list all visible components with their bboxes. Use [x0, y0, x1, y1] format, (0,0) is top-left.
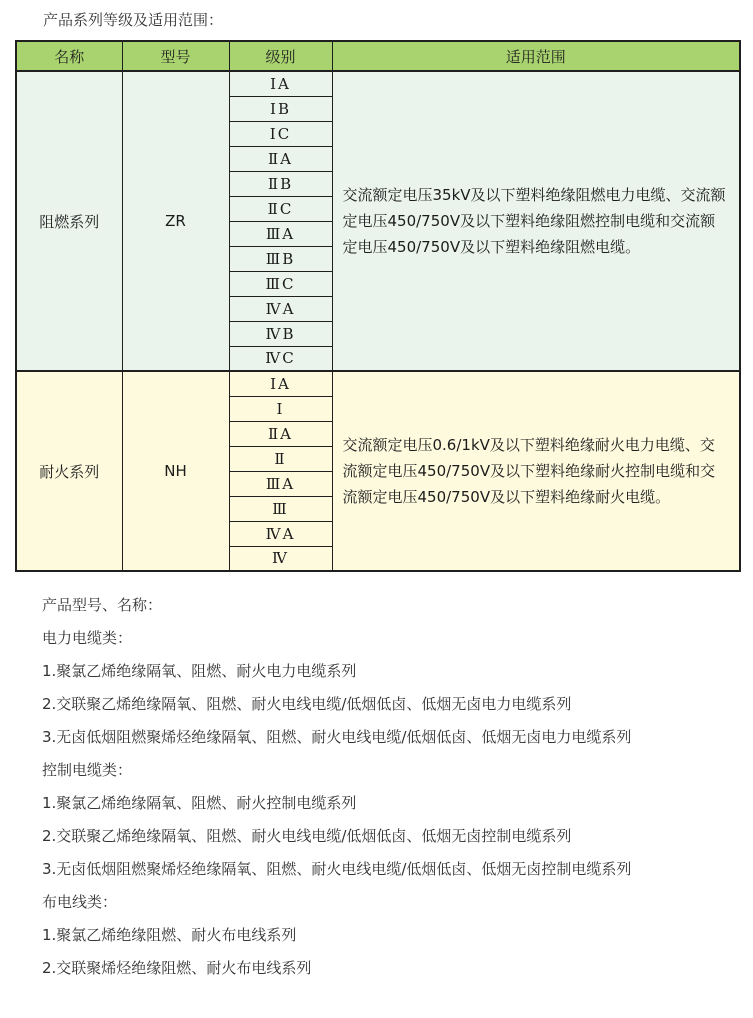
table-row — [16, 71, 740, 96]
grade-cell: ⅠA — [229, 371, 332, 396]
notes-item: 2.交联聚乙烯绝缘隔氧、阻燃、耐火电线电缆/低烟低卤、低烟无卤控制电缆系列 — [42, 827, 572, 845]
notes-item: 3.无卤低烟阻燃聚烯烃绝缘隔氧、阻燃、耐火电线电缆/低烟低卤、低烟无卤控制电缆系列 — [42, 860, 632, 878]
col-header-name: 名称 — [16, 41, 122, 71]
notes-item: 3.无卤低烟阻燃聚烯烃绝缘隔氧、阻燃、耐火电线电缆/低烟低卤、低烟无卤电力电缆系列 — [42, 728, 632, 746]
grade-cell: ⅢB — [229, 246, 332, 271]
grade-cell: ⅡC — [229, 196, 332, 221]
scope-cell: 交流额定电压0.6/1kV及以下塑料绝缘耐火电力电缆、交流额定电压450/750V及以下塑料绝缘耐火控制电缆和交流额定电压450/750V及以下塑料绝缘耐火电缆。 — [332, 371, 740, 571]
notes-group-label: 控制电缆类： — [42, 761, 133, 779]
series-name-cell: 阻燃系列 — [16, 71, 122, 371]
notes-item: 1.聚氯乙烯绝缘隔氧、阻燃、耐火电力电缆系列 — [42, 662, 357, 680]
grade-cell: ⅡA — [229, 421, 332, 446]
grade-cell: ⅣC — [229, 346, 332, 371]
grade-cell: ⅠC — [229, 121, 332, 146]
grade-cell: Ⅲ — [229, 496, 332, 521]
grade-cell: ⅣA — [229, 296, 332, 321]
grade-cell: Ⅰ — [229, 396, 332, 421]
grade-cell: ⅡB — [229, 171, 332, 196]
grade-cell: Ⅱ — [229, 446, 332, 471]
series-model-cell: ZR — [122, 71, 229, 371]
grade-cell: ⅠA — [229, 71, 332, 96]
series-name-cell: 耐火系列 — [16, 371, 122, 571]
notes-group-label: 电力电缆类： — [42, 629, 133, 647]
product-series-table — [15, 40, 741, 572]
grade-cell: ⅡA — [229, 146, 332, 171]
grade-cell: ⅠB — [229, 96, 332, 121]
table-header-row — [16, 41, 740, 71]
grade-cell: ⅢA — [229, 471, 332, 496]
notes-heading: 产品型号、名称： — [42, 596, 163, 614]
col-header-scope: 适用范围 — [332, 41, 740, 71]
notes-section — [0, 597, 753, 976]
scope-cell: 交流额定电压35kV及以下塑料绝缘阻燃电力电缆、交流额定电压450/750V及以下塑料绝缘阻燃控制电缆和交流额定电压450/750V及以下塑料绝缘阻燃电缆。 — [332, 71, 740, 371]
grade-cell: ⅢA — [229, 221, 332, 246]
notes-item: 1.聚氯乙烯绝缘阻燃、耐火布电线系列 — [42, 926, 297, 944]
notes-group-label: 布电线类： — [42, 893, 118, 911]
col-header-grade: 级别 — [229, 41, 332, 71]
series-model-cell: NH — [122, 371, 229, 571]
notes-item: 2.交联聚烯烃绝缘阻燃、耐火布电线系列 — [42, 959, 312, 977]
table-row — [16, 371, 740, 396]
notes-item: 2.交联聚乙烯绝缘隔氧、阻燃、耐火电线电缆/低烟低卤、低烟无卤电力电缆系列 — [42, 695, 572, 713]
grade-cell: Ⅳ — [229, 546, 332, 571]
grade-cell: ⅢC — [229, 271, 332, 296]
grade-cell: ⅣA — [229, 521, 332, 546]
notes-item: 1.聚氯乙烯绝缘隔氧、阻燃、耐火控制电缆系列 — [42, 794, 357, 812]
grade-cell: ⅣB — [229, 321, 332, 346]
page-title: 产品系列等级及适用范围： — [43, 11, 224, 29]
col-header-model: 型号 — [122, 41, 229, 71]
